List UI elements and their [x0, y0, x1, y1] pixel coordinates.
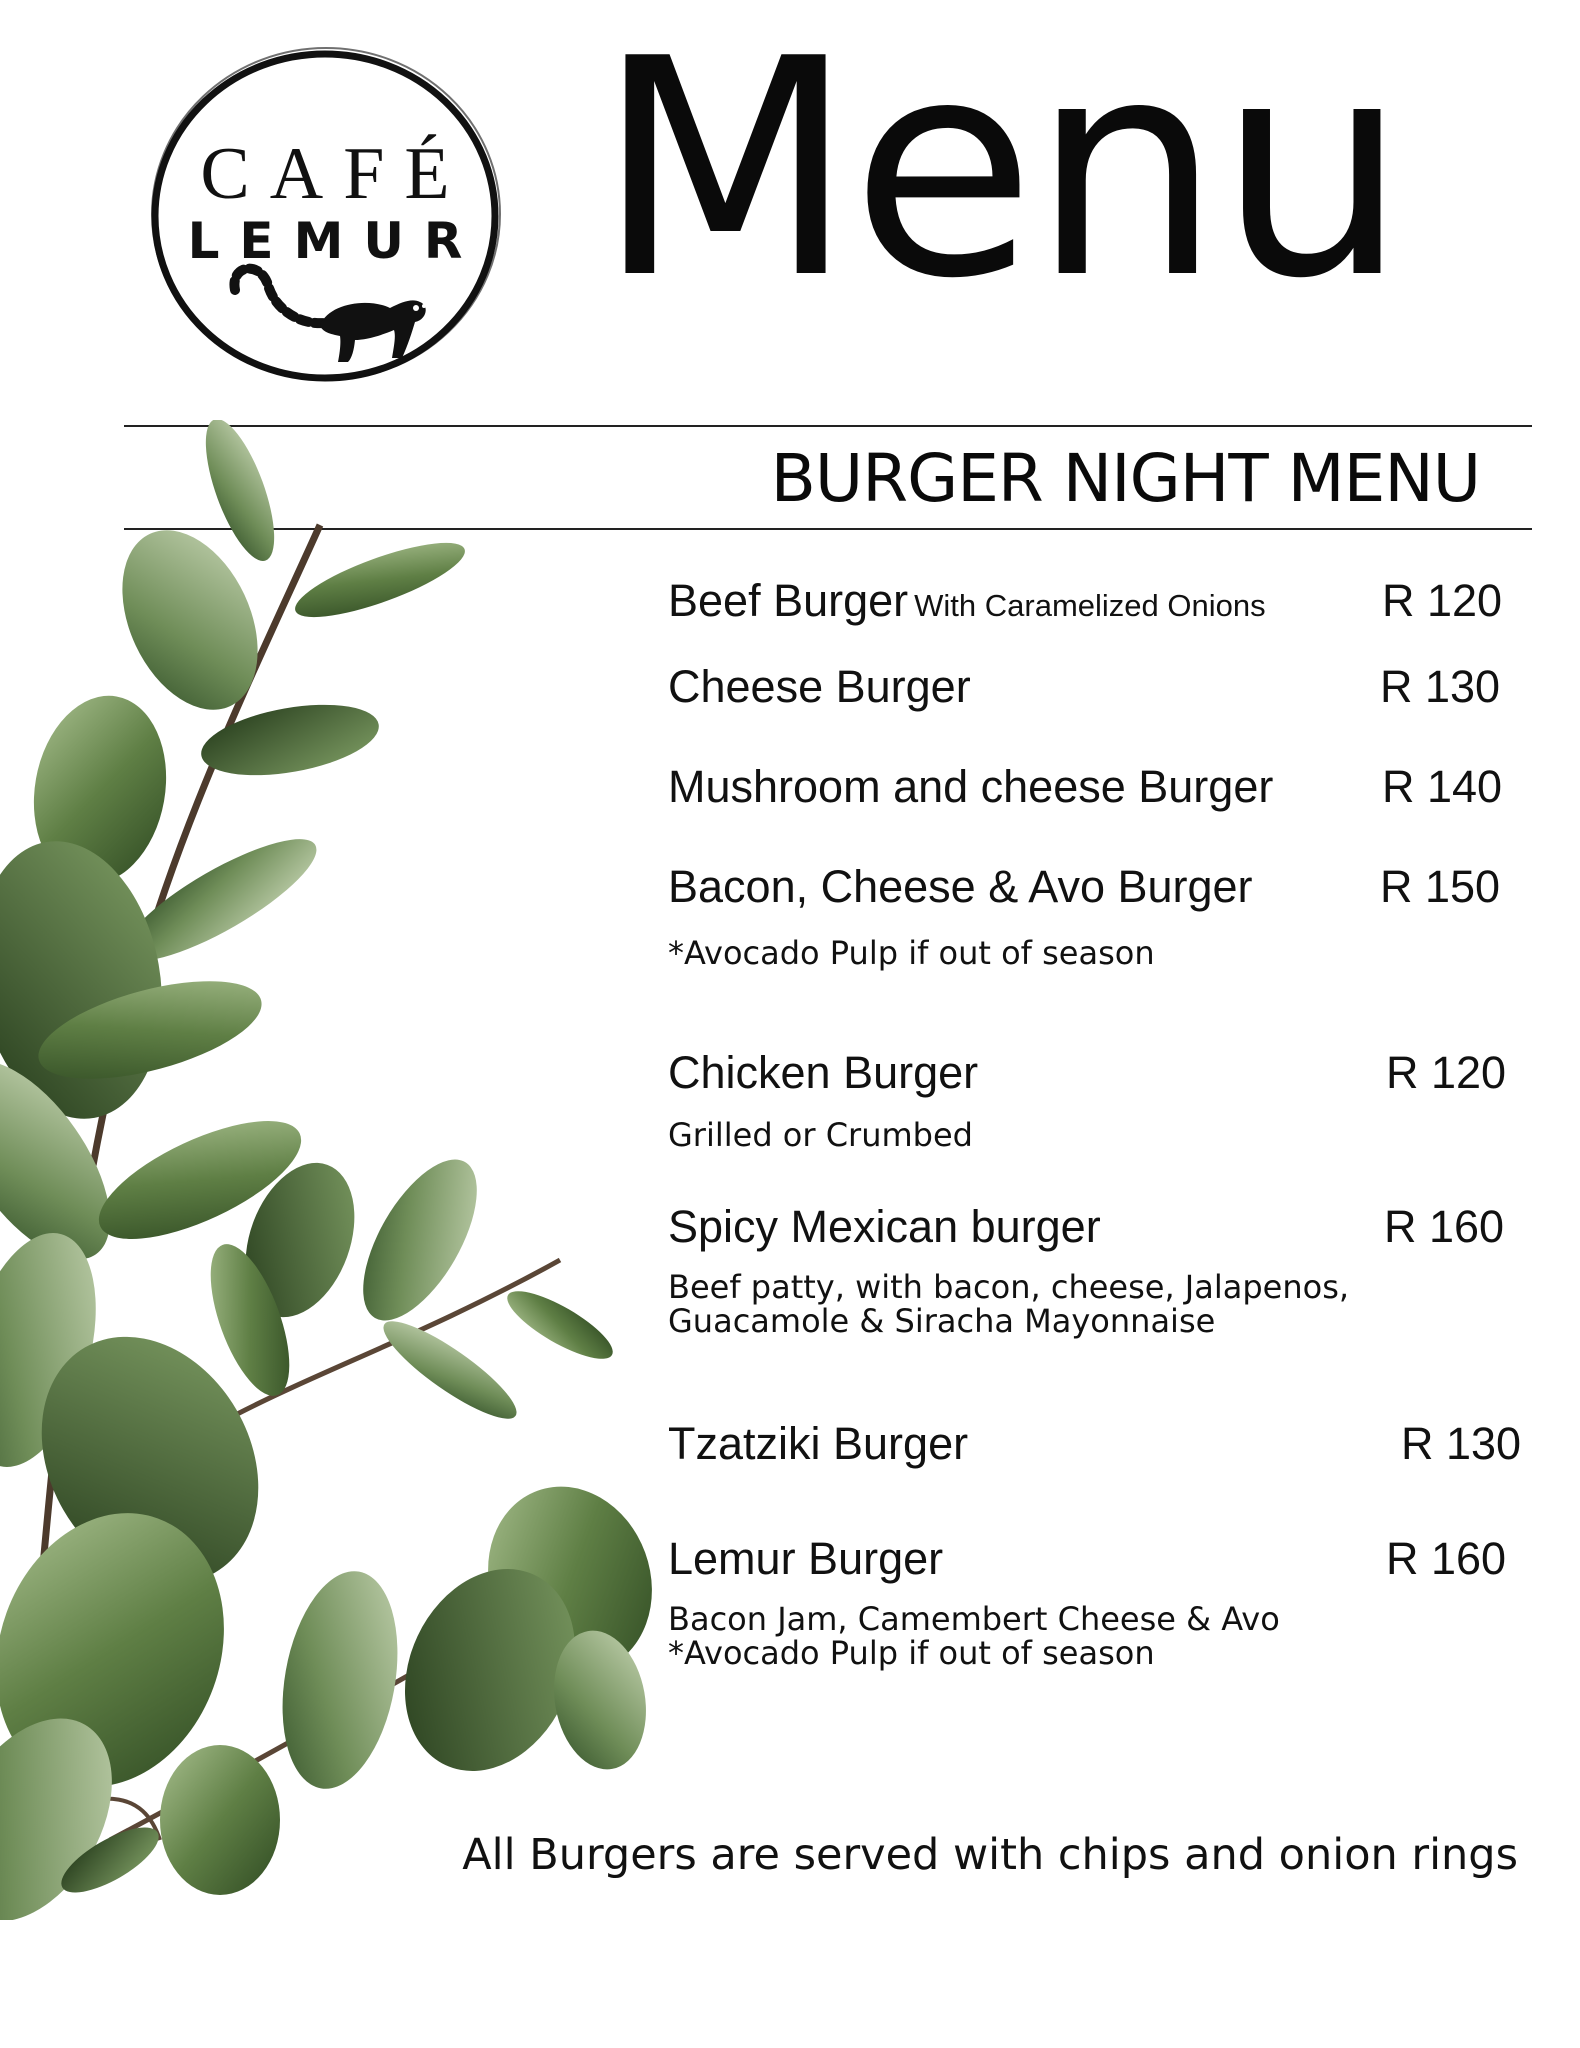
item-price: R 130: [1380, 661, 1501, 712]
menu-footer-note: All Burgers are served with chips and onion rings: [462, 1830, 1518, 1880]
item-name: Mushroom and cheese Burger: [668, 761, 1274, 812]
item-name: Chicken Burger: [668, 1047, 979, 1098]
item-description: *Avocado Pulp if out of season: [668, 934, 1155, 972]
item-price: R 160: [1384, 1201, 1505, 1252]
item-name: Cheese Burger: [668, 661, 971, 712]
item-note: With Caramelized Onions: [914, 588, 1266, 623]
item-price: R 120: [1382, 575, 1503, 626]
item-description: Beef patty, with bacon, cheese, Jalapenos, Guacamole & Siracha Mayonnaise: [668, 1268, 1350, 1340]
item-name: Bacon, Cheese & Avo Burger: [668, 861, 1253, 912]
item-name: Lemur Burger: [668, 1533, 944, 1584]
cafe-lemur-logo: [140, 40, 510, 392]
item-price: R 160: [1386, 1533, 1507, 1584]
logo-text-lemur: LEMUR: [187, 212, 483, 270]
menu-subtitle: BURGER NIGHT MENU: [770, 440, 1480, 517]
item-description: Bacon Jam, Camembert Cheese & Avo *Avocado Pulp if out of season: [668, 1600, 1280, 1672]
item-price: R 150: [1380, 861, 1501, 912]
item-description: Grilled or Crumbed: [668, 1116, 973, 1154]
logo-text-cafe: CAFÉ: [200, 133, 470, 215]
item-price: R 120: [1386, 1047, 1507, 1098]
item-name: Spicy Mexican burger: [668, 1201, 1101, 1252]
eucalyptus-leaf-icon: [0, 420, 660, 1920]
item-name: Tzatziki Burger: [668, 1418, 969, 1469]
item-name: Beef Burger With Caramelized Onions: [668, 575, 1266, 626]
item-price: R 140: [1382, 761, 1503, 812]
eucalyptus-branch-illustration: [0, 420, 660, 1920]
page-title: Menu: [596, 0, 1404, 344]
item-price: R 130: [1401, 1418, 1522, 1469]
